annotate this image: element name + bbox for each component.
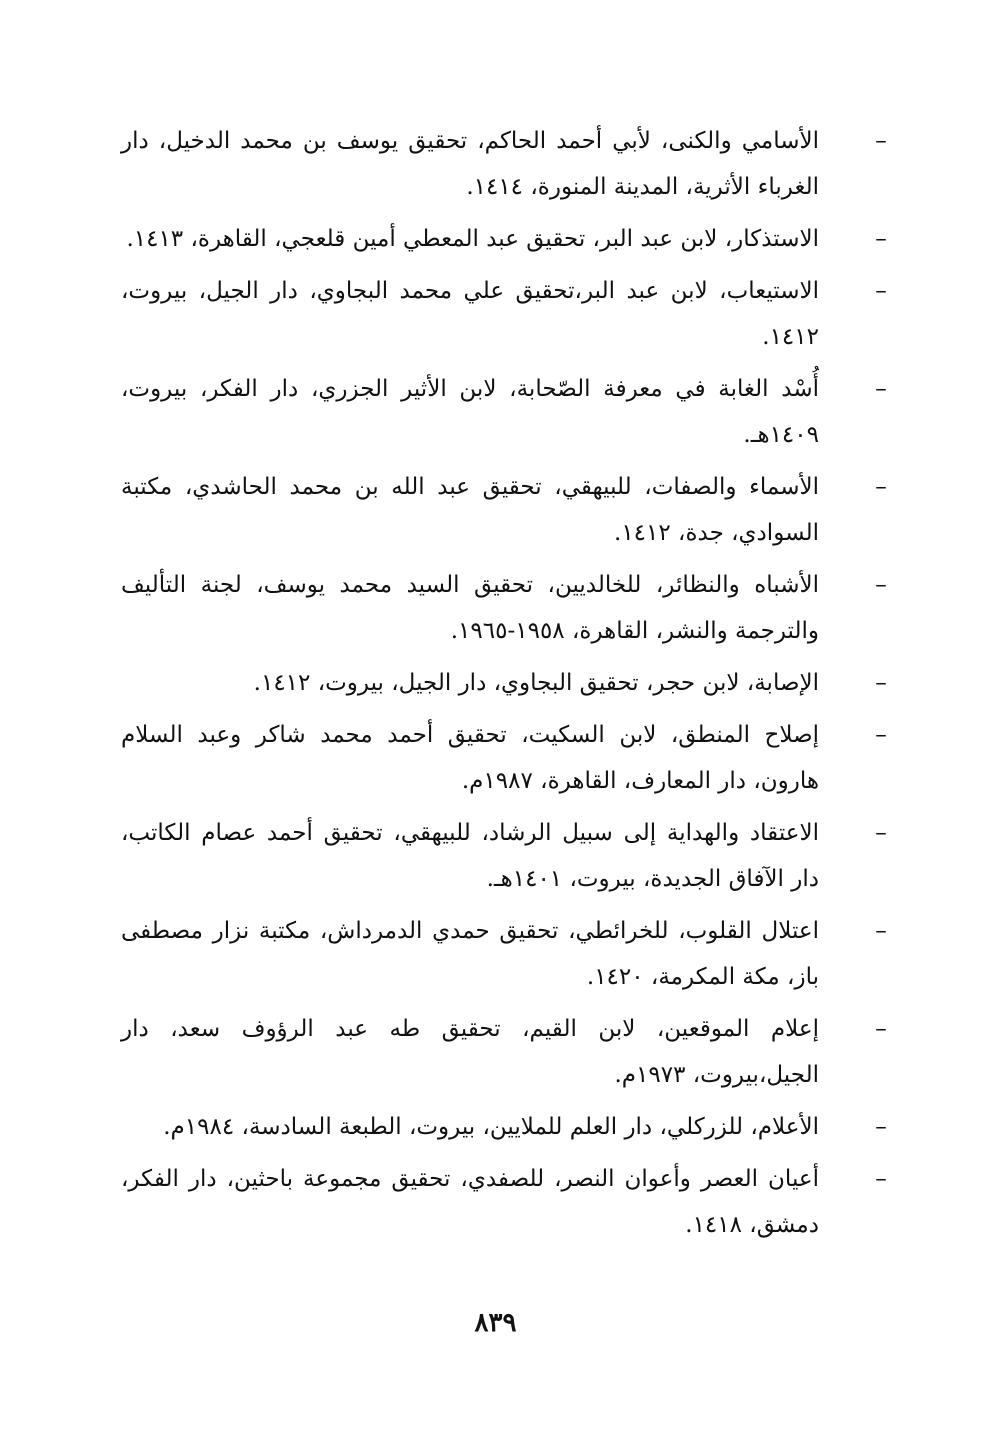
list-item: [121, 1104, 891, 1150]
list-item: [121, 1006, 891, 1098]
entry-text: الإصابة، لابن حجر، تحقيق البجاوي، دار الجيل، بيروت، ١٤١٢.: [253, 670, 819, 696]
bullet-dash: –: [875, 128, 887, 154]
bullet-dash: –: [875, 1016, 887, 1042]
bibliography-list: [121, 118, 891, 1254]
bullet-dash: –: [875, 1114, 887, 1140]
bullet-dash: –: [875, 918, 887, 944]
bullet-dash: –: [875, 722, 887, 748]
entry-text: الاعتقاد والهداية إلى سبيل الرشاد، للبيهقي، تحقيق أحمد عصام الكاتب، دار الآفاق الجديدة، بيروت، ١٤٠١هـ.: [121, 820, 819, 892]
list-item: [121, 712, 891, 804]
entry-text: إعلام الموقعين، لابن القيم، تحقيق طه عبد الرؤوف سعد، دار الجيل،بيروت، ١٩٧٣م.: [121, 1016, 819, 1088]
entry-text: الأسماء والصفات، للبيهقي، تحقيق عبد الله بن محمد الحاشدي، مكتبة السوادي، جدة، ١٤١٢.: [121, 474, 819, 546]
bullet-dash: –: [875, 670, 887, 696]
entry-text: الأشباه والنظائر، للخالديين، تحقيق السيد محمد يوسف، لجنة التأليف والترجمة والنشر، القاهرة، ١٩٥٨-١٩٦٥.: [121, 572, 819, 644]
entry-text: إصلاح المنطق، لابن السكيت، تحقيق أحمد محمد شاكر وعبد السلام هارون، دار المعارف، القاهرة، ١٩٨٧م.: [121, 722, 819, 794]
bullet-dash: –: [875, 376, 887, 402]
bullet-dash: –: [875, 226, 887, 252]
bullet-dash: –: [875, 474, 887, 500]
bullet-dash: –: [875, 278, 887, 304]
entry-text: أعيان العصر وأعوان النصر، للصفدي، تحقيق مجموعة باحثين، دار الفكر، دمشق، ١٤١٨.: [121, 1166, 819, 1238]
entry-text: الاستيعاب، لابن عبد البر،تحقيق علي محمد البجاوي، دار الجيل، بيروت، ١٤١٢.: [121, 278, 819, 350]
list-item: [121, 908, 891, 1000]
bullet-dash: –: [875, 820, 887, 846]
entry-text: اعتلال القلوب، للخرائطي، تحقيق حمدي الدمرداش، مكتبة نزار مصطفى باز، مكة المكرمة، ١٤٢٠.: [121, 918, 819, 990]
entry-text: الاستذكار، لابن عبد البر، تحقيق عبد المعطي أمين قلعجي، القاهرة، ١٤١٣.: [126, 226, 819, 252]
list-item: [121, 366, 891, 458]
list-item: [121, 810, 891, 902]
list-item: [121, 1156, 891, 1248]
entry-text: الأعلام، للزركلي، دار العلم للملايين، بيروت، الطبعة السادسة، ١٩٨٤م.: [163, 1114, 819, 1140]
list-item: [121, 562, 891, 654]
bullet-dash: –: [875, 572, 887, 598]
list-item: [121, 118, 891, 210]
bullet-dash: –: [875, 1166, 887, 1192]
list-item: [121, 464, 891, 556]
list-item: [121, 216, 891, 262]
page-number: ٨٣٩: [474, 1308, 517, 1338]
entry-text: أُسْد الغابة في معرفة الصّحابة، لابن الأثير الجزري، دار الفكر، بيروت، ١٤٠٩هـ.: [121, 376, 819, 448]
list-item: [121, 660, 891, 706]
entry-text: الأسامي والكنى، لأبي أحمد الحاكم، تحقيق يوسف بن محمد الدخيل، دار الغرباء الأثرية، المدينة المنورة، ١٤١٤.: [121, 128, 819, 200]
list-item: [121, 268, 891, 360]
